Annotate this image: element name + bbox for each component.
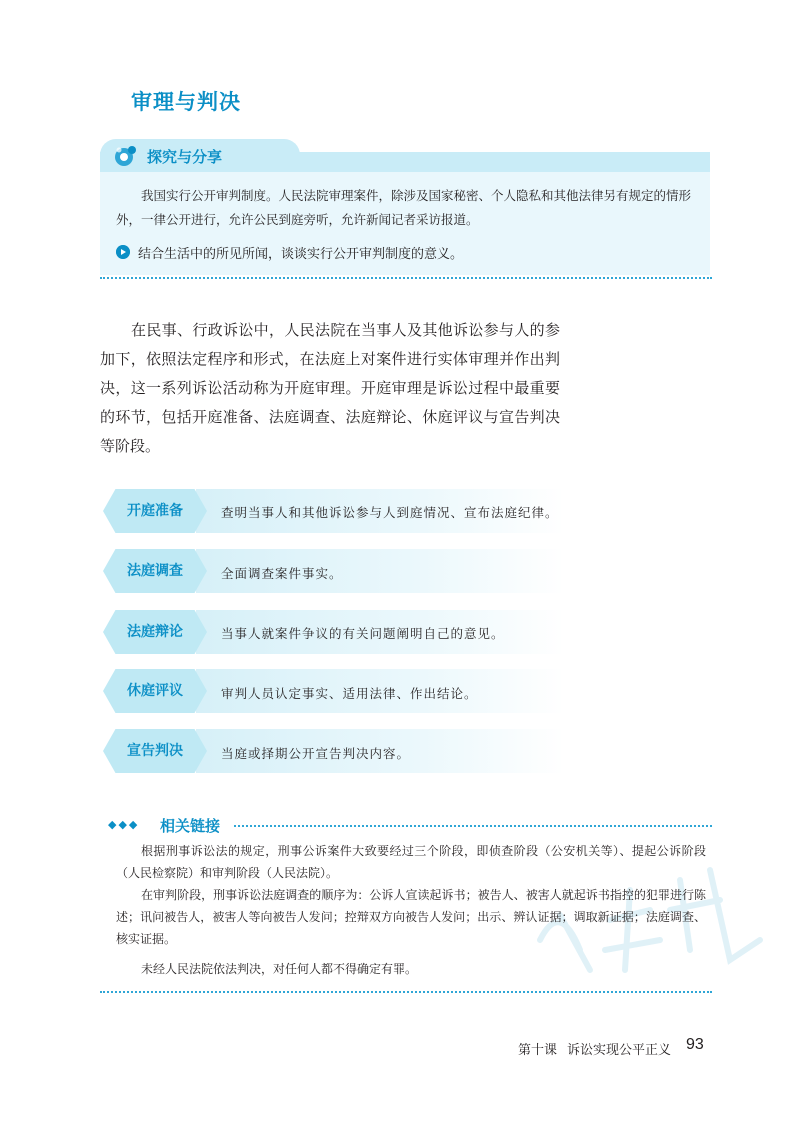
stage-desc: 审判人员认定事实、适用法律、作出结论。 — [221, 686, 478, 701]
related-paragraph: 未经人民法院依法判决，对任何人都不得确定有罪。 — [141, 962, 418, 976]
diamond-bullets-icon: ◆◆◆ — [108, 818, 140, 831]
explore-share-icon — [114, 144, 138, 168]
related-links-title: 相关链接 — [160, 817, 221, 835]
related-paragraph: 根据刑事诉讼法的规定，刑事公诉案件大致要经过三个阶段，即侦查阶段（公安机关等）、提起公诉阶段（人民检察院）和审判阶段（人民法院）。 — [116, 844, 706, 880]
section-title: 审理与判决 — [131, 90, 241, 114]
stage-name: 休庭评议 — [127, 683, 183, 699]
stage-name: 法庭辩论 — [127, 624, 183, 640]
related-paragraph: 在审判阶段，刑事诉讼法庭调查的顺序为：公诉人宣读起诉书；被告人、被害人就起诉书指控的犯罪进行陈述；讯问被告人，被害人等向被告人发问；控辩双方向被告人发问；出示、辨认证据；调取新证据；法庭调查、核实证据。 — [116, 888, 706, 946]
stage-name: 宣告判决 — [127, 743, 183, 759]
stage-name: 法庭调查 — [127, 563, 183, 579]
stage-desc: 当事人就案件争议的有关问题阐明自己的意见。 — [221, 626, 505, 641]
page-number: 93 — [686, 1036, 704, 1053]
stage-desc: 查明当事人和其他诉讼参与人到庭情况、宣布法庭纪律。 — [221, 505, 559, 520]
related-bottom-divider — [100, 991, 712, 993]
footer-title: 诉讼实现公平正义 — [567, 1043, 672, 1058]
stage-desc: 当庭或择期公开宣告判决内容。 — [221, 746, 411, 761]
stage-name: 开庭准备 — [127, 503, 183, 519]
explore-text: 我国实行公开审判制度。人民法院审理案件，除涉及国家秘密、个人隐私和其他法律另有规定的情形外，一律公开进行，允许公民到庭旁听，允许新闻记者采访报道。 — [116, 188, 692, 227]
explore-title: 探究与分享 — [147, 148, 223, 166]
body-paragraph: 在民事、行政诉讼中，人民法院在当事人及其他诉讼参与人的参加下，依照法定程序和形式，在法庭上对案件进行实体审理并作出判决，这一系列诉讼活动称为开庭审理。开庭审理是诉讼过程中最重要的环节，包括开庭准备、法庭调查、法庭辩论、休庭评议与宣告判决等阶段。 — [100, 321, 560, 455]
explore-bottom-divider — [100, 277, 712, 279]
question-arrow-icon — [116, 245, 130, 259]
footer-lesson: 第十课 — [518, 1043, 558, 1058]
stage-desc: 全面调查案件事实。 — [221, 566, 343, 581]
explore-question: 结合生活中的所见所闻，谈谈实行公开审判制度的意义。 — [138, 247, 464, 262]
